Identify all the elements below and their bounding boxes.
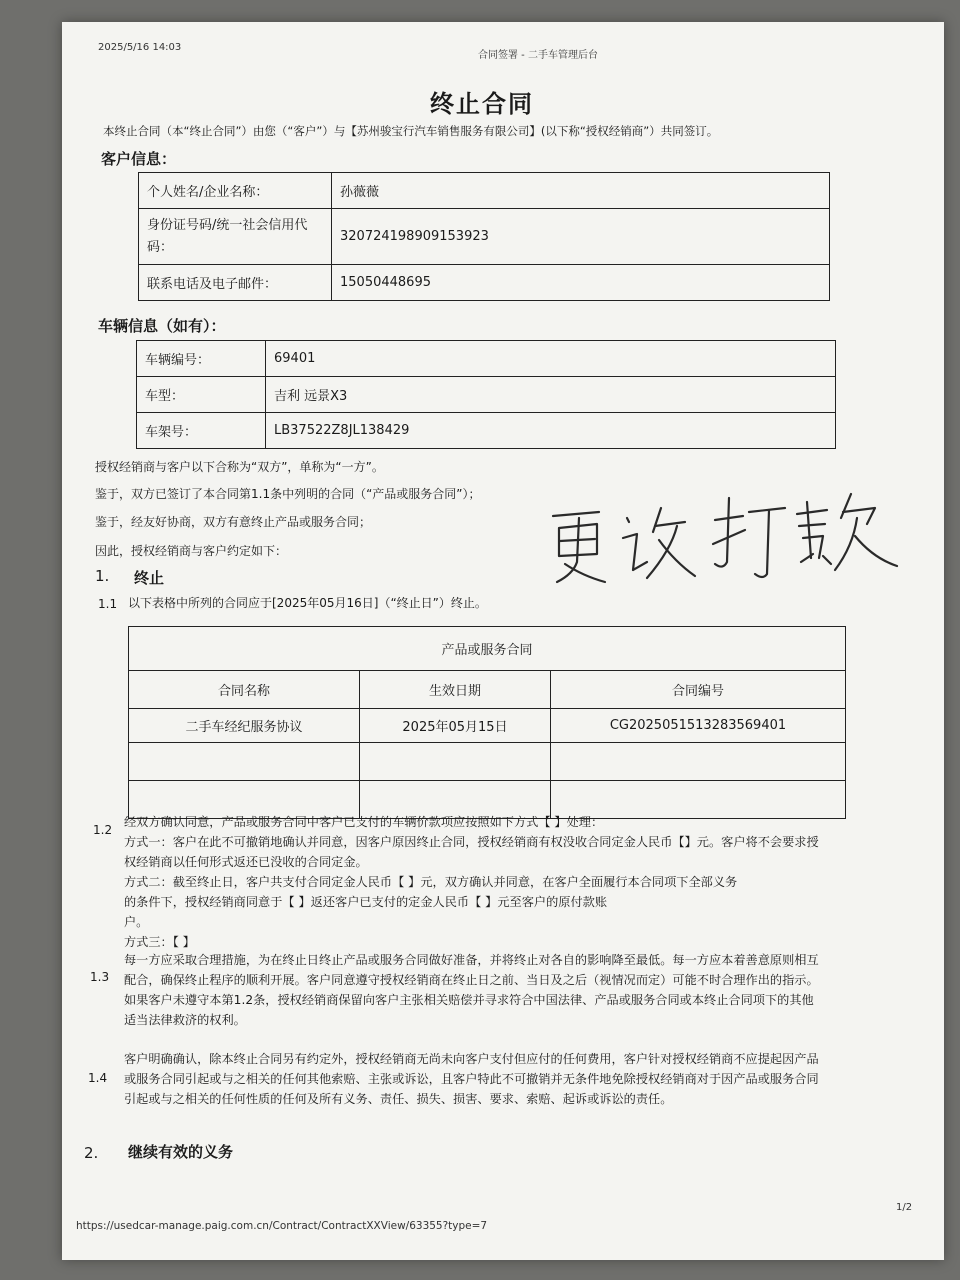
clause-line: 户。	[124, 915, 149, 929]
vehicle-id-label: 车辆编号：	[137, 341, 266, 377]
contract-table-caption: 产品或服务合同	[129, 627, 846, 671]
intro-text: 本终止合同（本“终止合同”）由您（“客户”）与【苏州骏宝行汽车销售服务有限公司】(以下称“授权经销商”）共同签订。	[103, 124, 719, 138]
clause-1-3-number: 1.3	[90, 970, 110, 984]
clause-1-2-number: 1.2	[93, 823, 113, 837]
whereas-clause-1: 鉴于，双方已签订了本合同第1.1条中列明的合同（“产品或服务合同”）；	[95, 487, 481, 501]
clause-line: 方式二：截至终止日，客户共支付合同定金人民币【 】元，双方确认并同意，在客户全面履行本合同项下全部义务	[124, 875, 738, 889]
clause-1-2-text	[124, 812, 894, 952]
empty-cell	[360, 743, 551, 781]
customer-name-value: 孙薇薇	[332, 173, 830, 209]
customer-contact-label: 联系电话及电子邮件：	[139, 265, 332, 301]
vehicle-id-value: 69401	[266, 341, 836, 377]
clause-1-1-text: 以下表格中所列的合同应于[2025年05月16日]（“终止日”）终止。	[128, 596, 487, 610]
column-header-name: 合同名称	[129, 671, 360, 709]
parties-definition: 授权经销商与客户以下合称为“双方”，单称为“一方”。	[95, 460, 384, 474]
table-row	[139, 265, 830, 301]
clause-line: 或服务合同引起或与之相关的任何其他索赔、主张或诉讼，且客户特此不可撤销并无条件地免除授权经销商对于因产品或服务合同	[124, 1072, 819, 1086]
table-row	[129, 671, 846, 709]
contract-table	[128, 626, 846, 819]
clause-line: 方式三：【 】	[124, 935, 195, 949]
customer-contact-value: 15050448695	[332, 265, 830, 301]
whereas-clause-2: 鉴于，经友好协商，双方有意终止产品或服务合同；	[95, 515, 372, 529]
table-row	[129, 743, 846, 781]
customer-heading: 客户信息：	[101, 150, 177, 168]
document-title: 终止合同	[430, 90, 534, 118]
table-row	[139, 173, 830, 209]
vehicle-heading: 车辆信息（如有）：	[98, 317, 226, 335]
clause-1-3-text	[124, 950, 896, 1030]
section-1-title: 终止	[134, 569, 165, 587]
vehicle-table	[136, 340, 836, 449]
section-1-number: 1.	[95, 567, 110, 585]
page-number: 1/2	[896, 1202, 913, 1213]
handwritten-note	[535, 478, 905, 590]
vehicle-vin-label: 车架号：	[137, 413, 266, 449]
print-page-title: 合同签署 - 二手车管理后台	[478, 50, 598, 61]
vehicle-vin-value: LB37522Z8JL138429	[266, 413, 836, 449]
print-timestamp: 2025/5/16 14:03	[98, 42, 182, 53]
agreement-intro: 因此，授权经销商与客户约定如下：	[95, 544, 288, 558]
section-2-number: 2.	[84, 1144, 99, 1162]
table-row	[139, 209, 830, 265]
clause-1-4-number: 1.4	[88, 1071, 108, 1085]
clause-line: 的条件下，授权经销商同意于【 】返还客户已支付的定金人民币【 】元至客户的原付款账	[124, 895, 608, 909]
table-row	[137, 341, 836, 377]
empty-cell	[129, 743, 360, 781]
table-row	[137, 377, 836, 413]
clause-line: 方式一：客户在此不可撤销地确认并同意，因客户原因终止合同，授权经销商有权没收合同定金人民币【】元。客户将不会要求授	[124, 835, 819, 849]
clause-line: 经双方确认同意，产品或服务合同中客户已支付的车辆价款项应按照如下方式【 】处理：	[124, 815, 604, 829]
clause-line: 客户明确确认，除本终止合同另有约定外，授权经销商无尚未向客户支付但应付的任何费用，客户针对授权经销商不应提起因产品	[124, 1052, 819, 1066]
clause-line: 每一方应采取合理措施，为在终止日终止产品或服务合同做好准备，并将终止对各自的影响降至最低。每一方应本着善意原则相互	[124, 953, 819, 967]
section-2-title: 继续有效的义务	[128, 1143, 234, 1161]
clause-line: 适当法律救济的权利。	[124, 1013, 246, 1027]
vehicle-model-label: 车型：	[137, 377, 266, 413]
table-row	[137, 413, 836, 449]
contract-date-cell: 2025年05月15日	[360, 709, 551, 743]
table-row	[129, 709, 846, 743]
clause-line: 如果客户未遵守本第1.2条，授权经销商保留向客户主张相关赔偿并寻求符合中国法律、产品或服务合同或本终止合同项下的其他	[124, 993, 814, 1007]
footer-url: https://usedcar-manage.paig.com.cn/Contract/ContractXXView/63355?type=7	[76, 1220, 488, 1232]
customer-id-value: 320724198909153923	[332, 209, 830, 265]
contract-name-cell: 二手车经纪服务协议	[129, 709, 360, 743]
table-row	[129, 627, 846, 671]
contract-number-cell: CG2025051513283569401	[551, 709, 846, 743]
customer-name-label: 个人姓名/企业名称：	[139, 173, 332, 209]
customer-id-label: 身份证号码/统一社会信用代码：	[139, 209, 332, 265]
clause-line: 引起或与之相关的任何性质的任何及所有义务、责任、损失、损害、要求、索赔、起诉或诉讼的责任。	[124, 1092, 673, 1106]
clause-1-1-number: 1.1	[98, 597, 118, 611]
clause-line: 配合，确保终止程序的顺利开展。客户同意遵守授权经销商在终止日之前、当日及之后（视情况而定）可能不时合理作出的指示。	[124, 973, 819, 987]
vehicle-model-value: 吉利 远景X3	[266, 377, 836, 413]
column-header-number: 合同编号	[551, 671, 846, 709]
clause-1-4-text	[124, 1049, 896, 1109]
clause-line: 权经销商以任何形式返还已没收的合同定金。	[124, 855, 368, 869]
column-header-date: 生效日期	[360, 671, 551, 709]
empty-cell	[551, 743, 846, 781]
customer-table	[138, 172, 830, 301]
